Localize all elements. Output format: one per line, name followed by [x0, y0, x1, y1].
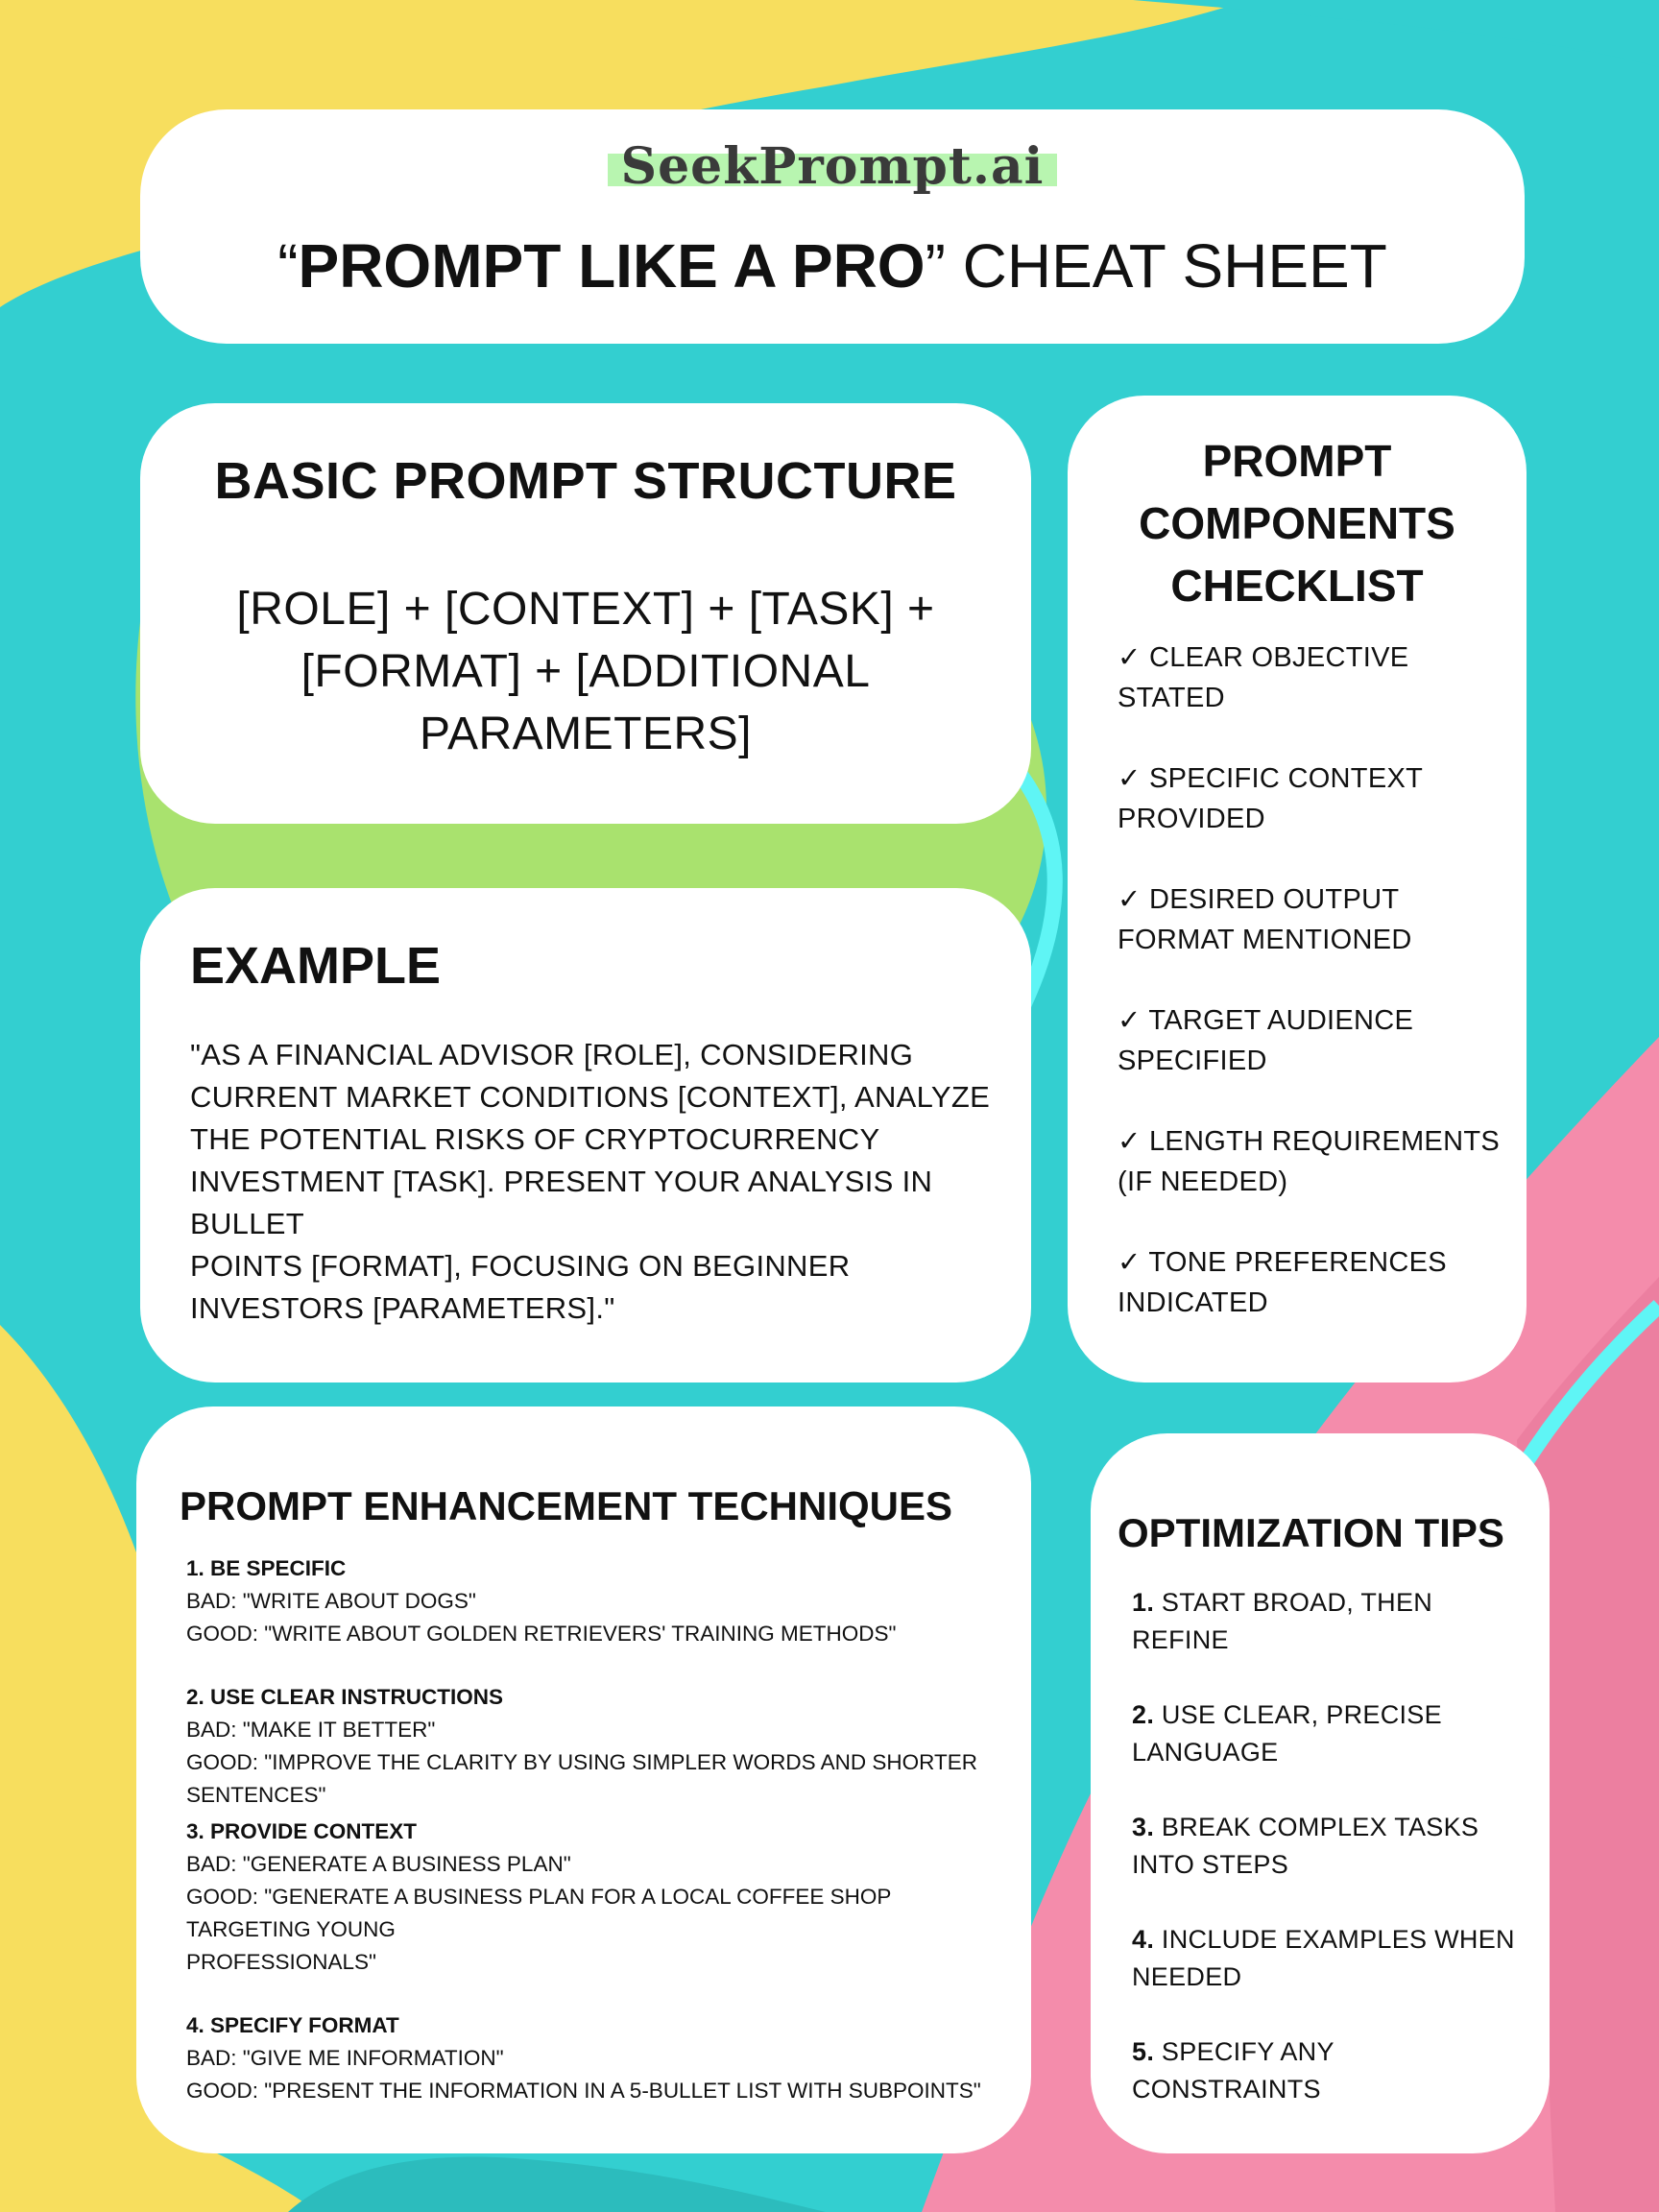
- checklist-item: ✓ CLEAR OBJECTIVE STATED: [1118, 642, 1409, 713]
- tip-number: 1.: [1132, 1588, 1155, 1617]
- checklist-item: ✓ SPECIFIC CONTEXT PROVIDED: [1118, 763, 1423, 834]
- header-card: [140, 109, 1525, 344]
- example-text: "AS A FINANCIAL ADVISOR [ROLE], CONSIDERING CURRENT MARKET CONDITIONS [CONTEXT], ANALYZE THE POTENTIAL RISKS OF CRYPTOCURRENCY INVESTMENT [TASK]. PRESENT YOUR ANALYSIS IN BULLET POINTS [FORMAT], FOCUSING ON BEGINNER INVESTORS [PARAMETERS].": [190, 1038, 991, 1325]
- technique-item: [186, 1815, 1012, 1979]
- example-title: EXAMPLE: [190, 937, 442, 995]
- tip-text: USE CLEAR, PRECISE LANGUAGE: [1132, 1700, 1442, 1767]
- optimization-tips-card: [1091, 1433, 1550, 2153]
- technique-good: GOOD: "WRITE ABOUT GOLDEN RETRIEVERS' TRAINING METHODS": [186, 1622, 897, 1646]
- techniques-list: [186, 1552, 1012, 2107]
- tip-item: [1132, 1921, 1527, 1996]
- technique-good: GOOD: "IMPROVE THE CLARITY BY USING SIMPLER WORDS AND SHORTER SENTENCES": [186, 1750, 977, 1807]
- tip-item: [1132, 2033, 1527, 2108]
- tip-number: 5.: [1132, 2037, 1155, 2066]
- checklist-card: [1068, 396, 1527, 1382]
- tip-item: [1132, 1696, 1527, 1771]
- technique-heading: 2. USE CLEAR INSTRUCTIONS: [186, 1685, 504, 1709]
- technique-bad: BAD: "MAKE IT BETTER": [186, 1718, 436, 1742]
- example-card: [140, 888, 1031, 1382]
- checklist-item: ✓ TARGET AUDIENCE SPECIFIED: [1118, 1005, 1414, 1076]
- checklist-title: PROMPT COMPONENTS CHECKLIST: [1139, 436, 1455, 611]
- technique-heading: 4. SPECIFY FORMAT: [186, 2013, 399, 2037]
- optimization-tips-list: [1132, 1584, 1527, 2146]
- technique-item: [186, 2009, 1012, 2107]
- tip-item: [1132, 1584, 1527, 1659]
- tip-number: 4.: [1132, 1925, 1155, 1954]
- basic-structure-card: [140, 403, 1031, 824]
- basic-structure-title: BASIC PROMPT STRUCTURE: [214, 452, 957, 510]
- tip-number: 2.: [1132, 1700, 1155, 1729]
- tip-text: BREAK COMPLEX TASKS INTO STEPS: [1132, 1813, 1479, 1879]
- tip-text: SPECIFY ANY CONSTRAINTS: [1132, 2037, 1334, 2104]
- page-title: “PROMPT LIKE A PRO” CHEAT SHEET: [277, 231, 1387, 301]
- technique-good: GOOD: "PRESENT THE INFORMATION IN A 5-BULLET LIST WITH SUBPOINTS": [186, 2079, 981, 2103]
- basic-structure-formula: [ROLE] + [CONTEXT] + [TASK] + [FORMAT] + [ADDITIONAL PARAMETERS]: [236, 584, 935, 759]
- technique-bad: BAD: "WRITE ABOUT DOGS": [186, 1589, 476, 1613]
- tip-item: [1132, 1809, 1527, 1884]
- checklist-item: ✓ TONE PREFERENCES INDICATED: [1118, 1247, 1447, 1318]
- technique-bad: BAD: "GENERATE A BUSINESS PLAN": [186, 1852, 571, 1876]
- tip-text: INCLUDE EXAMPLES WHEN NEEDED: [1132, 1925, 1515, 1991]
- brand-logo: SeekPrompt.ai: [608, 142, 1058, 192]
- checklist-items: [1118, 637, 1503, 1363]
- technique-heading: 3. PROVIDE CONTEXT: [186, 1819, 418, 1843]
- techniques-title: PROMPT ENHANCEMENT TECHNIQUES: [180, 1483, 953, 1528]
- tip-text: START BROAD, THEN REFINE: [1132, 1588, 1433, 1654]
- techniques-card: [136, 1407, 1031, 2153]
- optimization-tips-title: OPTIMIZATION TIPS: [1118, 1510, 1504, 1555]
- technique-bad: BAD: "GIVE ME INFORMATION": [186, 2046, 504, 2070]
- checklist-item: ✓ LENGTH REQUIREMENTS (IF NEEDED): [1118, 1126, 1500, 1197]
- checklist-item: ✓ DESIRED OUTPUT FORMAT MENTIONED: [1118, 884, 1412, 955]
- technique-item: [186, 1681, 1012, 1812]
- technique-good: GOOD: "GENERATE A BUSINESS PLAN FOR A LOCAL COFFEE SHOP TARGETING YOUNG PROFESSIONALS": [186, 1885, 892, 1974]
- technique-heading: 1. BE SPECIFIC: [186, 1556, 347, 1580]
- technique-item: [186, 1552, 1012, 1650]
- tip-number: 3.: [1132, 1813, 1155, 1841]
